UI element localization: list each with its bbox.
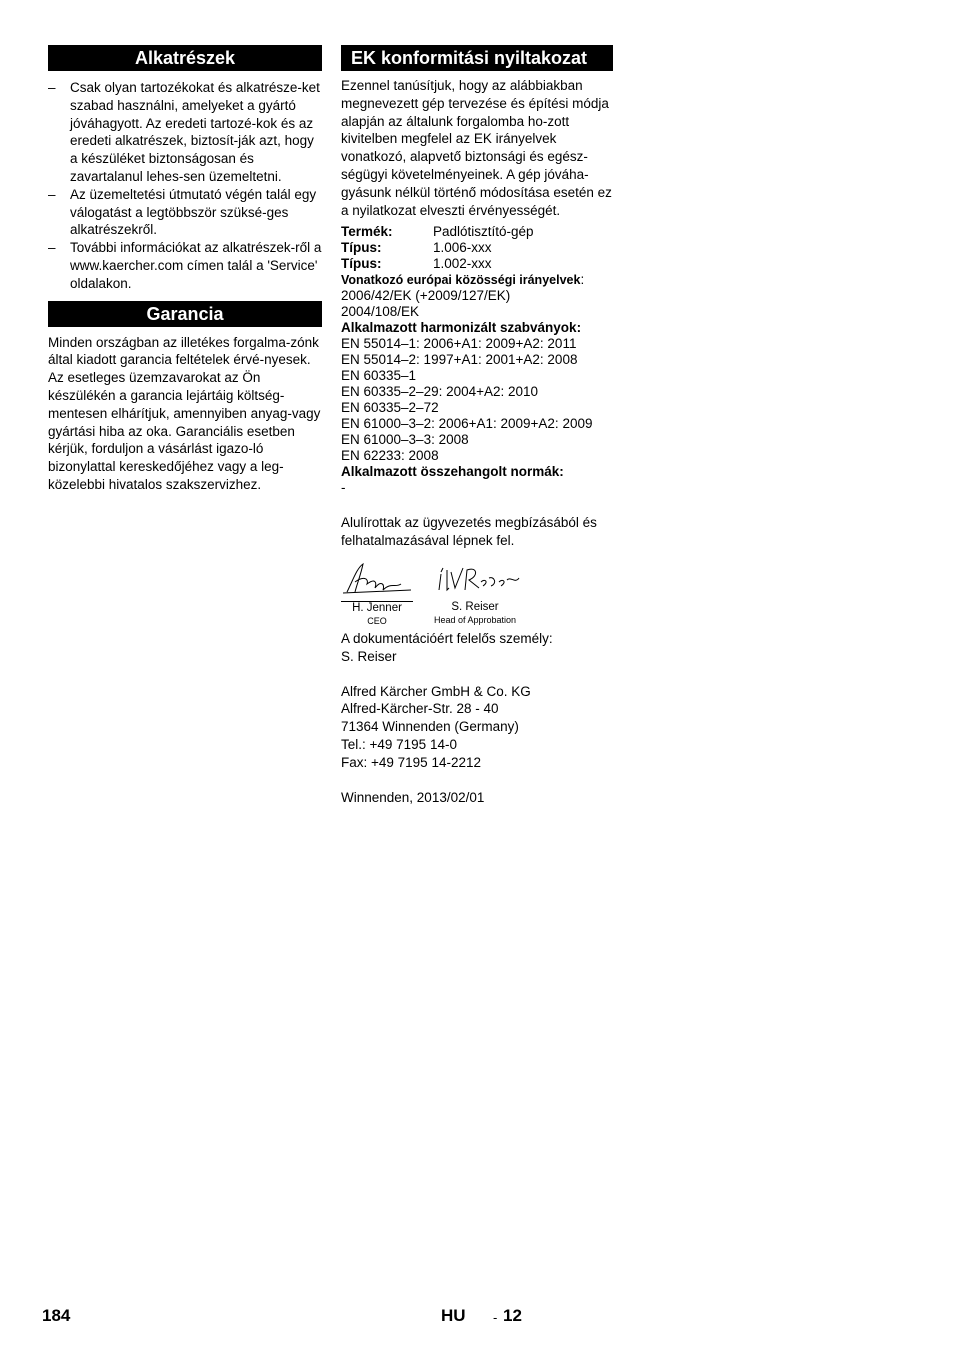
signature-image — [427, 560, 523, 596]
product-row — [341, 224, 613, 240]
conformity-heading: EK konformitási nyiltakozat — [341, 45, 613, 71]
right-column — [341, 45, 613, 806]
directive-item: 2004/108/EK — [341, 304, 420, 320]
standards-label: Alkalmazott harmonizált szabványok: — [341, 320, 582, 336]
conformity-intro: Ezennel tanúsítjuk, hogy az alábbiakban megnevezett gép tervezése és építési módja alapján az általunk forgalomba ho-zott kivitelben megfelel az EK irányelvek vonatkozó, alapvető biztonsági és egész-ségügyi követelményeinek. A gép jóváha-gyásunk nélkül történő módosítása esetén ez a nyilatkozat elveszti érvényességét. — [341, 78, 612, 218]
documentation-label: A dokumentációért felelős személy: — [341, 630, 553, 646]
address-line: Alfred Kärcher GmbH & Co. KG — [341, 683, 531, 699]
directives-colon: : — [580, 272, 585, 288]
type-row — [341, 240, 613, 256]
language-code: HU — [441, 1306, 466, 1325]
sub-page-number: 12 — [503, 1306, 522, 1325]
list-item: – Csak olyan tartozékokat és alkatrésze-ket szabad használni, amelyeket a gyártó jóváhagyott. Az eredeti tartozé-kok és az eredeti alkatrészek, biztosít-ják azt, hogy a készüléket biztonságosan és zavartalanul lehes-sen üzemeltetni. — [48, 79, 322, 186]
signature-block — [341, 560, 613, 626]
type-label: Típus: — [341, 256, 382, 272]
type-row — [341, 256, 613, 272]
warranty-heading: Garancia — [48, 301, 322, 327]
directives-label: Vonatkozó európai közösségi irányelvek — [341, 273, 581, 288]
list-item: – További információkat az alkatrészek-ről a www.kaercher.com címen talál a 'Service' oldalakon. — [48, 239, 322, 292]
standard-item: EN 60335–2–29: 2004+A2: 2010 — [341, 384, 539, 400]
footer-dash: - — [493, 1310, 498, 1325]
documentation-block — [341, 630, 613, 666]
address-line: 71364 Winnenden (Germany) — [341, 719, 519, 735]
signer-name: S. Reiser — [451, 600, 499, 613]
product-label: Termék: — [341, 224, 393, 240]
left-column — [48, 45, 322, 494]
type-label: Típus: — [341, 240, 382, 256]
list-item: – Az üzemeltetési útmutató végén talál egy válogatást a legtöbbször szüksé-ges alkatrészekről. — [48, 186, 322, 239]
product-value: Padlótisztító-gép — [433, 224, 534, 240]
address-line: Fax: +49 7195 14-2212 — [341, 754, 481, 770]
signer-title: Head of Approbation — [433, 614, 517, 625]
warranty-text: Minden országban az illetékes forgalma-zónk által kiadott garancia feltételek érvé-nyesek. Az esetleges üzemzavarokat az Ön készülékén a garancia lejártáig költség-mentesen elhárítjuk, amennyiben anyag-vagy gyártási hiba az oka. Garanciális esetben kérjük, forduljon a vásárlást igazo-ló bizonylattal kereskedőjéhez vagy a leg-közelebbi hivatalos szakszervizhez. — [48, 334, 321, 492]
standard-item: EN 61000–3–2: 2006+A1: 2009+A2: 2009 — [341, 416, 593, 432]
place-date: Winnenden, 2013/02/01 — [341, 789, 485, 805]
product-block — [341, 224, 613, 496]
address-line: Tel.: +49 7195 14-0 — [341, 736, 457, 752]
norms-label: Alkalmazott összehangolt normák: — [341, 464, 564, 480]
signer-title: CEO — [367, 615, 387, 626]
address-block — [341, 683, 613, 772]
directives-heading — [341, 272, 613, 288]
directive-item: 2006/42/EK (+2009/127/EK) — [341, 288, 511, 304]
signers-text: Alulírottak az ügyvezetés megbízásából és felhatalmazásával lépnek fel. — [341, 515, 597, 549]
signature-jenner — [341, 560, 413, 628]
page-number: 184 — [42, 1306, 71, 1325]
address-line: Alfred-Kärcher-Str. 28 - 40 — [341, 701, 499, 717]
norms-value: - — [341, 480, 346, 496]
type-value: 1.006-xxx — [433, 240, 492, 256]
standard-item: EN 55014–2: 1997+A1: 2001+A2: 2008 — [341, 352, 578, 368]
standard-item: EN 61000–3–3: 2008 — [341, 432, 469, 448]
parts-list — [48, 79, 322, 293]
parts-heading: Alkatrészek — [48, 45, 322, 71]
signature-image — [341, 560, 413, 596]
type-value: 1.002-xxx — [433, 256, 492, 272]
signature-reiser — [427, 560, 523, 627]
standard-item: EN 62233: 2008 — [341, 448, 439, 464]
standard-item: EN 60335–2–72 — [341, 400, 439, 416]
standard-item: EN 60335–1 — [341, 368, 417, 384]
signer-name: H. Jenner — [341, 601, 413, 614]
standard-item: EN 55014–1: 2006+A1: 2009+A2: 2011 — [341, 336, 577, 352]
documentation-person: S. Reiser — [341, 648, 397, 664]
